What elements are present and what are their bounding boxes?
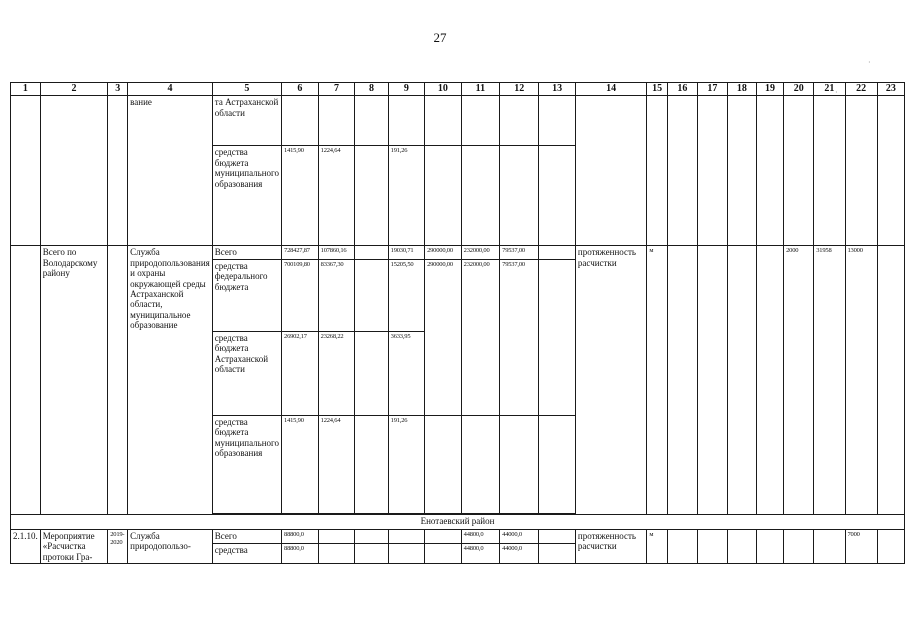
amount-cell: 3633,95	[388, 331, 424, 415]
table-cell	[667, 529, 697, 563]
header-cell: 20	[784, 83, 814, 96]
table-cell	[756, 246, 783, 514]
table-cell	[697, 529, 727, 563]
amount-cell: 290000,00	[425, 259, 462, 331]
amount-cell: 728427,87	[282, 246, 319, 259]
responsible-tail: вание	[128, 96, 213, 246]
header-cell: 23	[877, 83, 904, 96]
table-cell	[461, 146, 499, 246]
table-row	[11, 514, 905, 529]
indicator-value: 31958	[814, 246, 845, 514]
table-row	[11, 96, 905, 146]
table-cell	[318, 544, 355, 564]
amount-cell: 44000,0	[500, 544, 539, 564]
table-cell	[355, 146, 388, 246]
amount-cell: 107860,16	[318, 246, 355, 259]
header-cell: 9	[388, 83, 424, 96]
table-cell	[667, 96, 697, 246]
amount-cell: 44800,0	[461, 529, 499, 544]
table-cell	[877, 529, 904, 563]
table-cell	[355, 259, 388, 331]
table-cell	[108, 246, 128, 514]
item-period: 2019-2020	[108, 529, 128, 563]
table-cell	[539, 544, 576, 564]
table-cell	[355, 415, 388, 513]
item-number: 2.1.10.	[11, 529, 41, 563]
header-row	[11, 83, 905, 96]
header-cell: 16	[667, 83, 697, 96]
table-cell	[539, 259, 576, 331]
funding-source: средства федерального бюджета	[212, 259, 281, 331]
header-cell: 18	[727, 83, 756, 96]
table-row	[11, 246, 905, 259]
amount-cell: 290000,00	[425, 246, 462, 259]
table-cell	[388, 96, 424, 146]
table-cell	[697, 246, 727, 514]
header-cell: 2	[40, 83, 107, 96]
table-cell	[355, 529, 388, 544]
table-cell	[784, 529, 814, 563]
region-heading: Енотаевский район	[11, 514, 905, 529]
table-cell	[461, 415, 499, 513]
amount-cell: 44000,0	[500, 529, 539, 544]
table-cell	[784, 96, 814, 246]
table-cell	[500, 331, 539, 415]
table-cell	[877, 96, 904, 246]
table-cell	[539, 96, 576, 146]
amount-cell: 191,26	[388, 146, 424, 246]
table-cell	[500, 415, 539, 513]
amount-cell: 26902,17	[282, 331, 319, 415]
table-cell	[425, 544, 462, 564]
header-cell: 15	[647, 83, 668, 96]
table-cell	[814, 96, 845, 246]
item-title: Мероприятие «Расчистка протоки Гра-	[40, 529, 107, 563]
table-cell	[425, 415, 462, 513]
table-cell	[461, 96, 499, 146]
funding-source: средства бюджета Астраханской области	[212, 331, 281, 415]
table-cell	[756, 529, 783, 563]
amount-cell: 88800,0	[282, 544, 319, 564]
table-cell	[11, 96, 41, 246]
header-cell: 12	[500, 83, 539, 96]
table-cell	[318, 96, 355, 146]
table-cell	[355, 246, 388, 259]
table-cell	[575, 96, 646, 246]
table-cell	[318, 529, 355, 544]
table-cell	[647, 96, 668, 246]
amount-cell: 79537,00	[500, 246, 539, 259]
amount-cell: 15205,50	[388, 259, 424, 331]
table-cell	[500, 96, 539, 146]
amount-cell: 232000,00	[461, 246, 499, 259]
indicator-name: протяженность расчистки	[575, 529, 646, 563]
table-cell	[539, 415, 576, 513]
table-cell	[539, 529, 576, 544]
table-cell	[697, 96, 727, 246]
funding-source: Всего	[212, 246, 281, 259]
header-cell: 17	[697, 83, 727, 96]
header-cell: 5	[212, 83, 281, 96]
table-cell	[461, 331, 499, 415]
table-cell	[425, 96, 462, 146]
funding-source: средства бюджета муниципального образования	[212, 146, 281, 246]
table-cell	[539, 246, 576, 259]
responsible-org: Служба природопользо-	[128, 529, 213, 563]
indicator-unit: м	[647, 246, 668, 514]
table-row	[11, 529, 905, 544]
header-cell: 8	[355, 83, 388, 96]
table-cell	[877, 246, 904, 514]
table-cell	[756, 96, 783, 246]
funding-source: та Астраханской области	[212, 96, 281, 146]
amount-cell: 23268,22	[318, 331, 355, 415]
funding-source: Всего	[212, 529, 281, 544]
amount-cell: 1415,90	[282, 146, 319, 246]
table-cell	[388, 529, 424, 544]
table-cell	[388, 544, 424, 564]
amount-cell: 88800,0	[282, 529, 319, 544]
indicator-unit: м	[647, 529, 668, 563]
indicator-value: 2000	[784, 246, 814, 514]
table-cell	[539, 331, 576, 415]
amount-cell: 83367,30	[318, 259, 355, 331]
header-cell: 13	[539, 83, 576, 96]
table-cell	[108, 96, 128, 246]
table-cell	[845, 96, 877, 246]
header-cell: 1	[11, 83, 41, 96]
table-cell	[814, 529, 845, 563]
amount-cell: 79537,00	[500, 259, 539, 331]
table-cell	[539, 146, 576, 246]
scan-dot: ·	[868, 58, 871, 67]
table-cell	[727, 529, 756, 563]
table-cell	[425, 331, 462, 415]
header-cell: 21	[814, 83, 845, 96]
funding-source: средства	[212, 544, 281, 564]
header-cell: 11	[461, 83, 499, 96]
table-cell	[282, 96, 319, 146]
amount-cell: 19030,71	[388, 246, 424, 259]
header-cell: 22	[845, 83, 877, 96]
table-cell	[727, 246, 756, 514]
header-cell: 7	[318, 83, 355, 96]
header-cell: 14	[575, 83, 646, 96]
amount-cell: 191,26	[388, 415, 424, 513]
amount-cell: 1224,64	[318, 146, 355, 246]
table-cell	[500, 146, 539, 246]
table-cell	[355, 331, 388, 415]
table-cell	[667, 246, 697, 514]
amount-cell: 1415,90	[282, 415, 319, 513]
district-total-label: Всего по Володарскому району	[40, 246, 107, 514]
indicator-value: 7000	[845, 529, 877, 563]
indicator-value: 13000	[845, 246, 877, 514]
amount-cell: 700109,80	[282, 259, 319, 331]
funding-source: средства бюджета муниципального образования	[212, 415, 281, 513]
amount-cell: 232000,00	[461, 259, 499, 331]
table-cell	[355, 96, 388, 146]
amount-cell: 44800,0	[461, 544, 499, 564]
page-number: 27	[433, 30, 447, 45]
table-cell	[425, 529, 462, 544]
table-cell	[425, 146, 462, 246]
table-cell	[355, 544, 388, 564]
header-cell: 19	[756, 83, 783, 96]
amount-cell: 1224,64	[318, 415, 355, 513]
table-cell	[40, 96, 107, 246]
table-cell	[727, 96, 756, 246]
header-cell: 6	[282, 83, 319, 96]
header-cell: 4	[128, 83, 213, 96]
table-cell	[11, 246, 41, 514]
header-cell: 10	[425, 83, 462, 96]
scan-dot: ·	[835, 88, 838, 97]
indicator-name: протяженность расчистки	[575, 246, 646, 514]
data-table-wrapper	[10, 82, 905, 564]
data-table	[10, 82, 905, 564]
header-cell: 3	[108, 83, 128, 96]
responsible-org: Служба природопользования и охраны окружающей среды Астраханской области, муниципальное образование	[128, 246, 213, 514]
